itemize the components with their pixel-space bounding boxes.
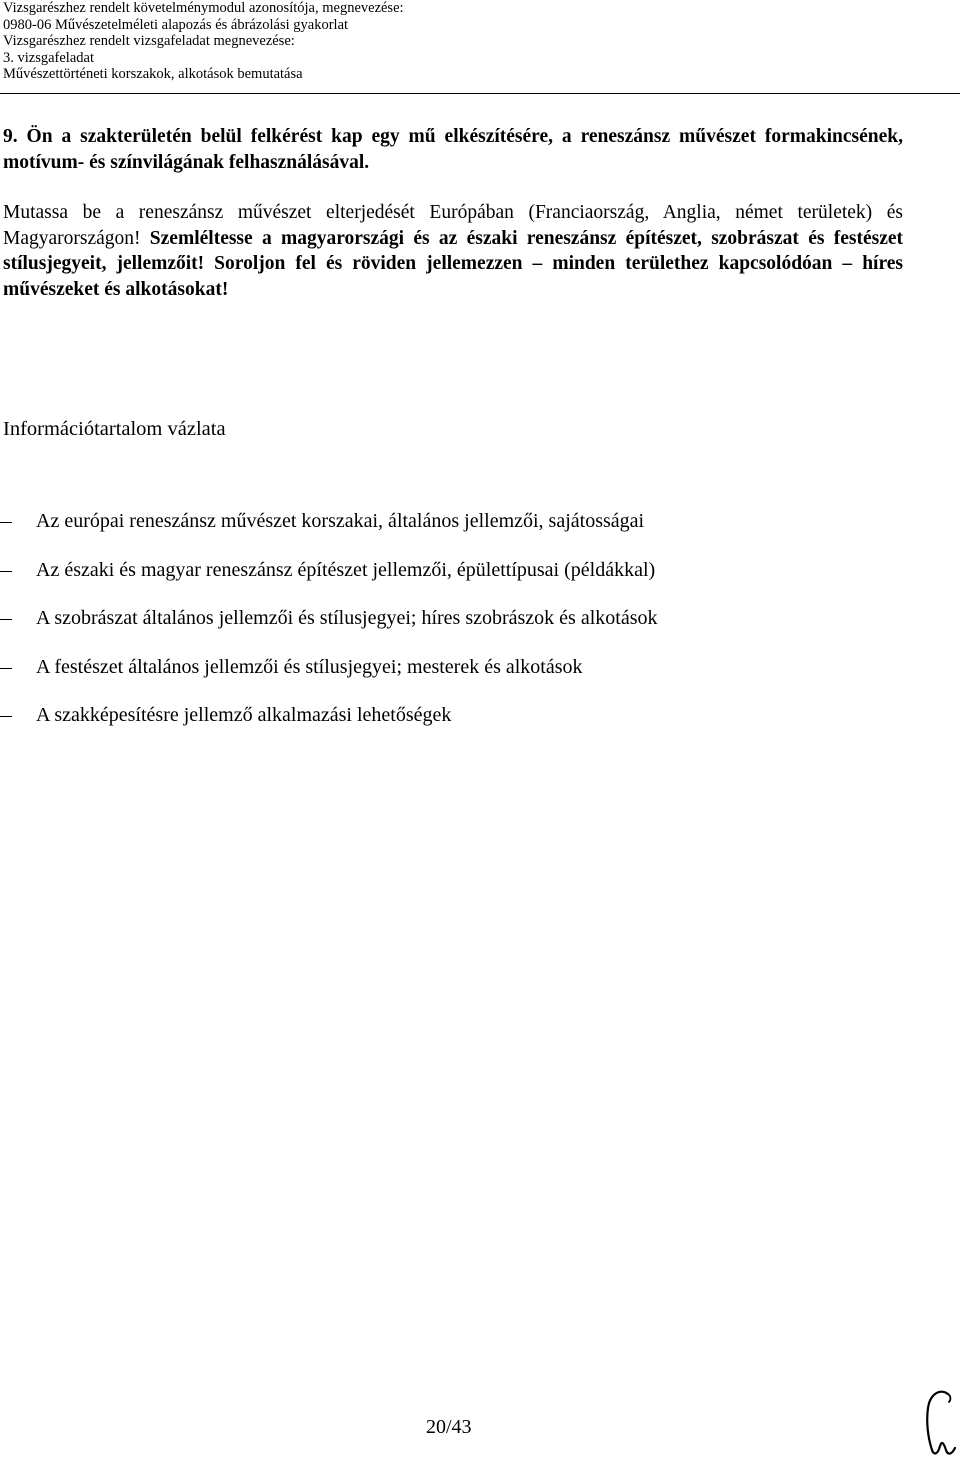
outline-title: Információtartalom vázlata: [3, 418, 226, 440]
list-item-text: Az északi és magyar reneszánsz építészet jellemzői, épülettípusai (példákkal): [36, 558, 656, 581]
task-description: [3, 124, 903, 302]
header-task-label: Vizsgarészhez rendelt vizsgafeladat megnevezése:: [3, 33, 295, 50]
header-divider: [0, 93, 960, 94]
document-header: [3, 0, 943, 83]
page-number: 20/43: [426, 1416, 472, 1438]
list-item: [0, 605, 940, 654]
list-item-text: A festészet általános jellemzői és stílusjegyei; mesterek és alkotások: [36, 655, 583, 678]
list-item-text: A szakképesítésre jellemző alkalmazási lehetőségek: [36, 704, 452, 726]
header-task-name: Művészettörténeti korszakok, alkotások bemutatása: [3, 66, 303, 83]
list-item: [0, 557, 940, 606]
task-instruction: [3, 200, 903, 302]
dash-bullet-icon: [0, 619, 12, 620]
dash-bullet-icon: [0, 571, 12, 572]
handwritten-signature-icon: [918, 1384, 958, 1460]
task-instruction-part2: Szemléltesse a magyarországi és az északi reneszánsz építészet, szobrászat és festészet stílusjegyeit, jellemzőit! Soroljon fel és röviden jellemezzen – minden területhez kapcsolódóan – híres művészeket és alkotásokat!: [3, 227, 903, 300]
list-item: [0, 702, 940, 751]
task-intro: 9. Ön a szakterületén belül felkérést kap egy mű elkészítésére, a reneszánsz művészet formakincsének, motívum- és színvilágának felhasználásával.: [3, 126, 903, 173]
dash-bullet-icon: [0, 668, 12, 669]
header-module-name: 0980-06 Művészetelméleti alapozás és ábrázolási gyakorlat: [3, 16, 349, 33]
task-instruction-part1: Mutassa be a reneszánsz művészet elterjedését Európában (Franciaország, Anglia, német területek) és Magyarországon!: [3, 202, 903, 249]
dash-bullet-icon: [0, 522, 12, 523]
header-module-label: Vizsgarészhez rendelt követelménymodul azonosítója, megnevezése:: [3, 0, 404, 16]
paragraph-gap: [3, 175, 903, 200]
list-item-text: A szobrászat általános jellemzői és stílusjegyei; híres szobrászok és alkotások: [36, 607, 658, 629]
list-item: [0, 508, 940, 557]
dash-bullet-icon: [0, 716, 12, 717]
header-task-number: 3. vizsgafeladat: [3, 49, 94, 66]
outline-list: [0, 508, 940, 751]
list-item-text: Az európai reneszánsz művészet korszakai, általános jellemzői, sajátosságai: [36, 510, 645, 532]
list-item: [0, 654, 940, 703]
